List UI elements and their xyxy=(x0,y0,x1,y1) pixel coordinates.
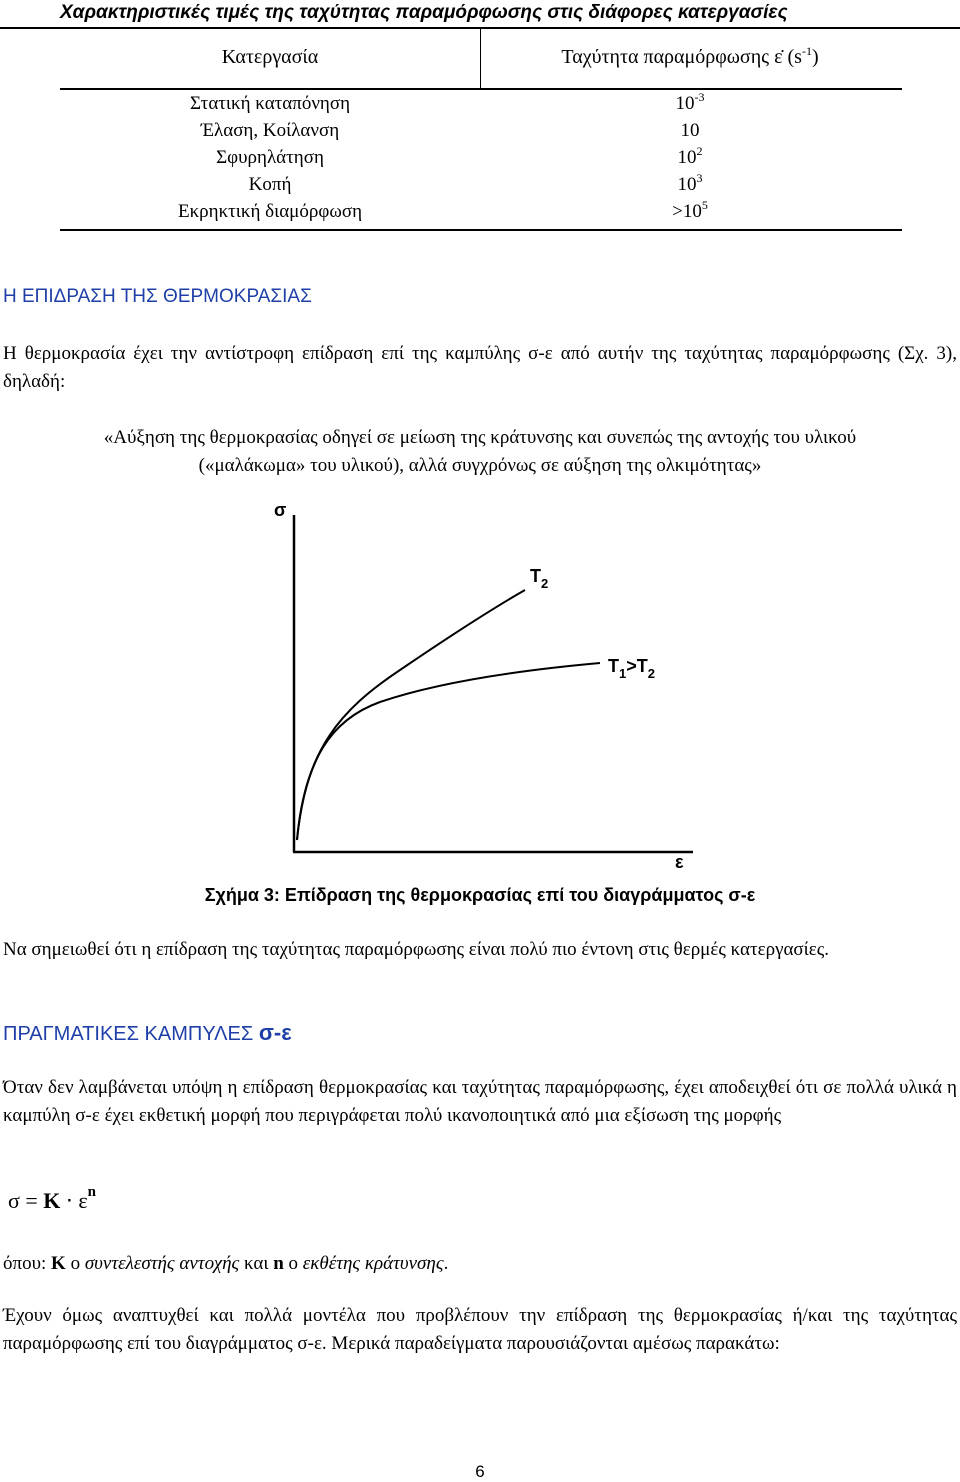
figure-caption: Σχήμα 3: Επίδραση της θερμοκρασίας επί του διαγράμματος σ-ε xyxy=(204,885,756,905)
paragraph-true-curves: Όταν δεν λαμβάνεται υπόψη η επίδραση θερμοκρασίας και ταχύτητας παραμόρφωσης, έχει αποδειχθεί ότι σε πολλά υλικά η καμπύλη σ-ε έχει εκθετική μορφή που περιγράφεται πολύ ικανοποιητικά από μια εξίσωση της μορφής xyxy=(3,1077,957,1126)
table-row-rate: $10^2$ xyxy=(677,144,703,168)
section-title-temperature: Η ΕΠΙΔΡΑΣΗ ΤΗΣ ΘΕΡΜΟΚΡΑΣΙΑΣ xyxy=(3,286,312,307)
label-t1-gt-t2: $T_1>T_2$ xyxy=(608,656,655,681)
quote-line-2: («μαλάκωμα» του υλικού), αλλά συγχρόνως σε αύξηση της ολκιμότητας» xyxy=(198,455,762,476)
table-header-rule xyxy=(60,88,902,90)
table-row-rate: $10^{-3}$ xyxy=(675,90,705,114)
quote-line-1: «Αύξηση της θερμοκρασίας οδηγεί σε μείωση της κράτυνσης και συνεπώς της αντοχής του υλικού xyxy=(103,427,857,448)
table-row-process: Στατική καταπόνηση xyxy=(189,93,351,114)
curve-t1-gt-t2 xyxy=(297,663,600,840)
paragraph-note: Να σημειωθεί ότι η επίδραση της ταχύτητας παραμόρφωσης είναι πολύ πιο έντονη στις θερμές κατεργασίες. xyxy=(3,939,830,960)
paragraph-models: Έχουν όμως αναπτυχθεί και πολλά μοντέλα που προβλέπουν την επίδραση της θερμοκρασίας ή/και της ταχύτητας παραμόρφωσης επί του διαγράμματος σ-ε. Μερικά παραδείγματα παρουσιάζονται αμέσως παρακάτω: xyxy=(3,1305,957,1354)
table-row-rate: 10 xyxy=(680,120,700,141)
y-axis-label: σ xyxy=(274,500,287,520)
page-title: Χαρακτηριστικές τιμές της ταχύτητας παραμόρφωσης στις διάφορες κατεργασίες xyxy=(60,2,788,23)
curve-t2 xyxy=(297,590,525,840)
table-row-process: Κοπή xyxy=(248,174,292,195)
page-number: 6 xyxy=(475,1462,485,1481)
label-t2: $T_2$ xyxy=(530,566,549,591)
section-title-true-curves: ΠΡΑΓΜΑΤΙΚΕΣ ΚΑΜΠΥΛΕΣ σ-ε xyxy=(3,1020,292,1045)
table-row-process: Έλαση, Κοίλανση xyxy=(200,120,340,141)
table-row-process: Εκρηκτική διαμόρφωση xyxy=(177,201,363,222)
table-row-rate: $>10^5$ xyxy=(672,198,708,222)
formula: $\sigma = K \cdot \varepsilon^n$ xyxy=(8,1184,96,1213)
table-row-process: Σφυρηλάτηση xyxy=(216,147,324,168)
stress-strain-figure xyxy=(0,490,960,870)
x-axis-label: ε xyxy=(675,852,684,870)
table-header-strain-rate: Ταχύτητα παραμόρφωσης ε̇ $(s^{-1})$ xyxy=(561,44,819,68)
table-header-process: Κατεργασία xyxy=(221,46,319,68)
paragraph-where: όπου: K ο συντελεστής αντοχής και n ο εκθέτης κράτυνσης. xyxy=(3,1253,449,1274)
table-row-rate: $10^3$ xyxy=(677,171,703,195)
strain-rate-table xyxy=(60,28,902,231)
paragraph-temperature: Η θερμοκρασία έχει την αντίστροφη επίδραση επί της καμπύλης σ-ε από αυτήν της ταχύτητας παραμόρφωσης (Σχ. 3), δηλαδή: xyxy=(3,343,957,392)
table-bottom-rule xyxy=(60,229,902,231)
